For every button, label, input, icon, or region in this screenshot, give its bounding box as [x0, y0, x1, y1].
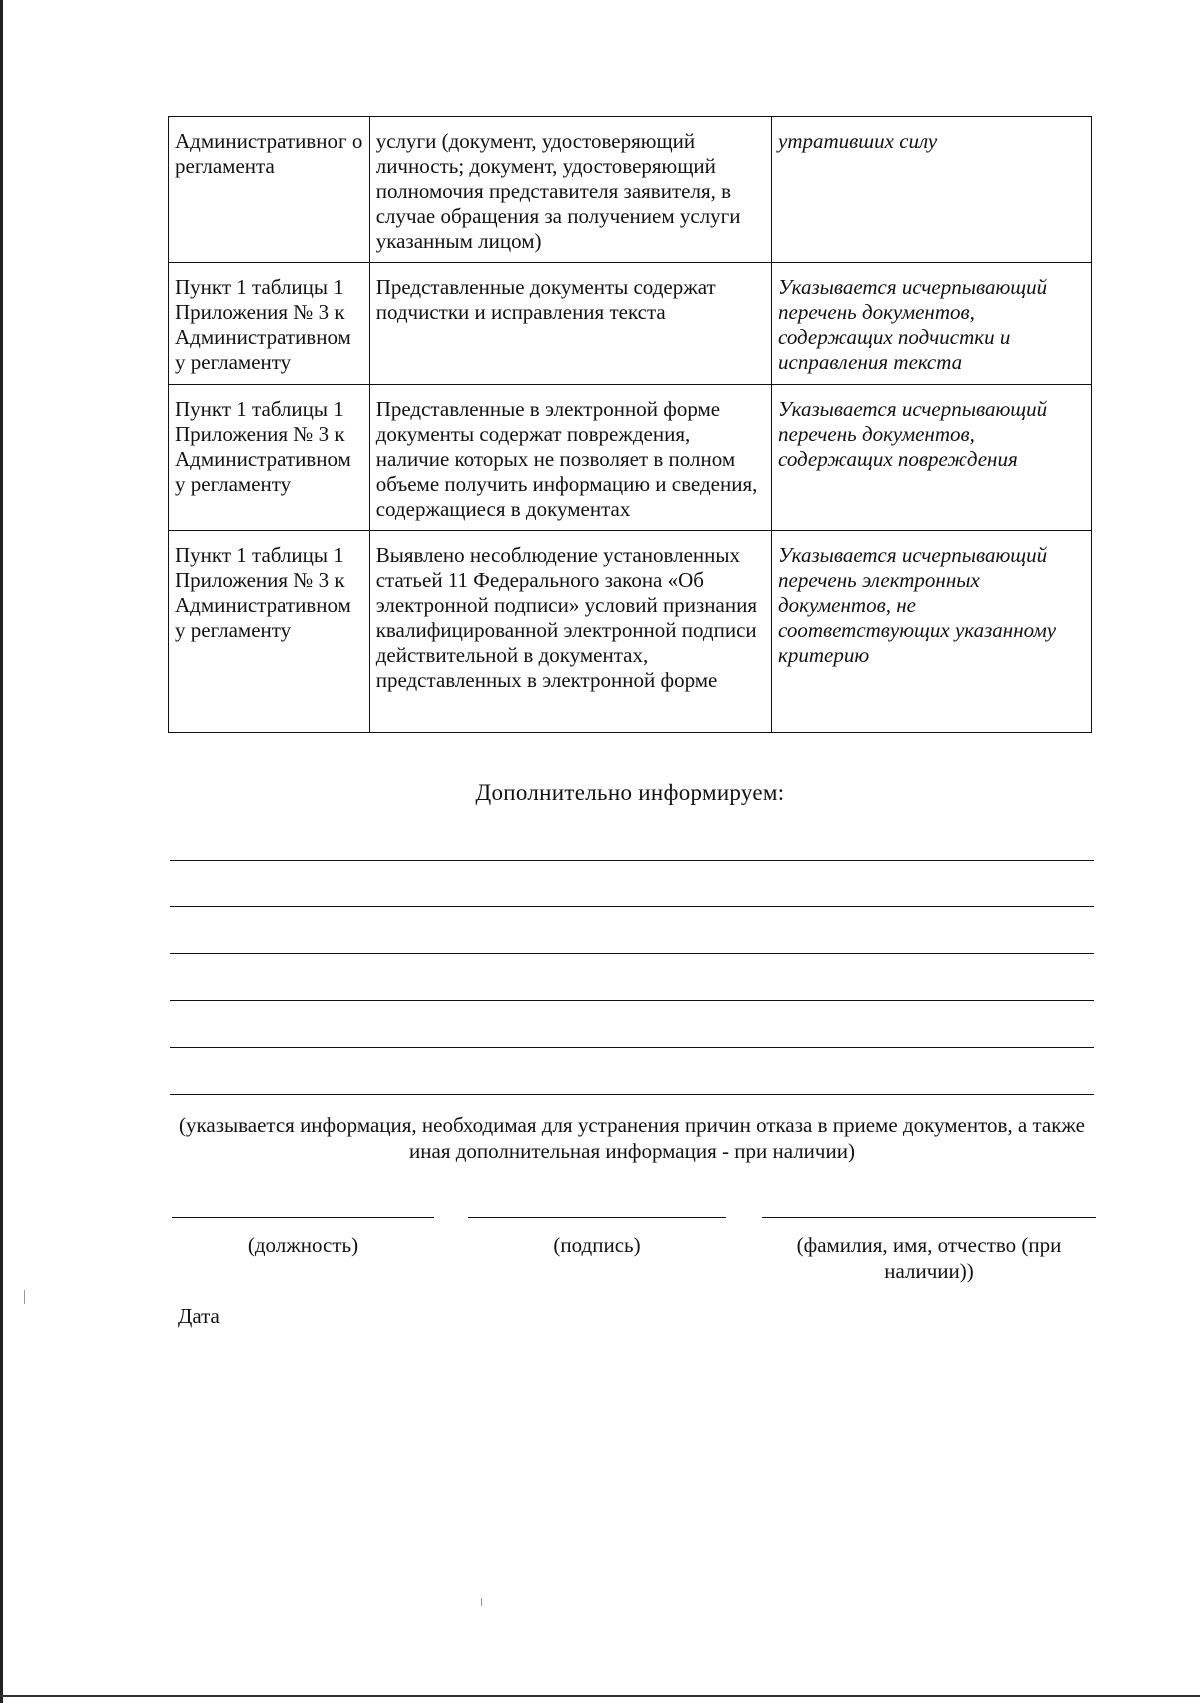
- basis-cell: Пункт 1 таблицы 1 Приложения № 3 к Административном у регламенту: [169, 263, 370, 385]
- scan-speck: [24, 1290, 25, 1304]
- date-label: Дата: [178, 1304, 220, 1328]
- position-label: (должность): [247, 1233, 359, 1257]
- explanation-cell: Указывается исчерпывающий перечень электронных документов, не соответствующих указанному критерию: [772, 531, 1092, 733]
- table-row: [169, 263, 1092, 385]
- blank-fill-line[interactable]: [170, 1000, 1094, 1001]
- basis-cell: Пункт 1 таблицы 1 Приложения № 3 к Административном у регламенту: [169, 385, 370, 531]
- additional-info-hint: (указывается информация, необходимая для устранения причин отказа в приеме документов, а также иная дополнительная информация - при наличии): [179, 1113, 1085, 1163]
- full-name-label: (фамилия, имя, отчество (при наличии)): [796, 1233, 1062, 1283]
- signature-line[interactable]: [468, 1217, 726, 1218]
- full-name-line[interactable]: [762, 1217, 1096, 1218]
- explanation-cell: Указывается исчерпывающий перечень документов, содержащих повреждения: [772, 385, 1092, 531]
- basis-cell: Пункт 1 таблицы 1 Приложения № 3 к Административном у регламенту: [169, 531, 370, 733]
- explanation-cell: утративших силу: [772, 117, 1092, 263]
- reason-cell: услуги (документ, удостоверяющий личность; документ, удостоверяющий полномочия представителя заявителя, в случае обращения за получением услуги указанным лицом): [369, 117, 771, 263]
- table-row: [169, 385, 1092, 531]
- blank-fill-line[interactable]: [170, 953, 1094, 954]
- blank-fill-line[interactable]: [170, 860, 1094, 861]
- blank-fill-line[interactable]: [170, 1047, 1094, 1048]
- additional-info-heading: Дополнительно информируем:: [475, 780, 785, 805]
- scan-edge-left: [0, 0, 3, 1703]
- basis-cell: Административног о регламента: [169, 117, 370, 263]
- explanation-cell: Указывается исчерпывающий перечень документов, содержащих подчистки и исправления текста: [772, 263, 1092, 385]
- blank-fill-line[interactable]: [170, 906, 1094, 907]
- reason-cell: Выявлено несоблюдение установленных статьей 11 Федерального закона «Об электронной подписи» условий признания квалифицированной электронной подписи действительной в документах, представленных в электронной форме: [369, 531, 771, 733]
- blank-fill-line[interactable]: [170, 1094, 1094, 1095]
- position-line[interactable]: [172, 1217, 434, 1218]
- signature-label: (подпись): [553, 1233, 641, 1257]
- reason-cell: Представленные документы содержат подчистки и исправления текста: [369, 263, 771, 385]
- table-row: [169, 531, 1092, 733]
- reason-cell: Представленные в электронной форме документы содержат повреждения, наличие которых не позволяет в полном объеме получить информацию и сведения, содержащиеся в документах: [369, 385, 771, 531]
- scan-edge-bottom: [0, 1695, 1200, 1697]
- scan-speck: [481, 1598, 482, 1606]
- refusal-reasons-table: [168, 116, 1092, 733]
- table-row: [169, 117, 1092, 263]
